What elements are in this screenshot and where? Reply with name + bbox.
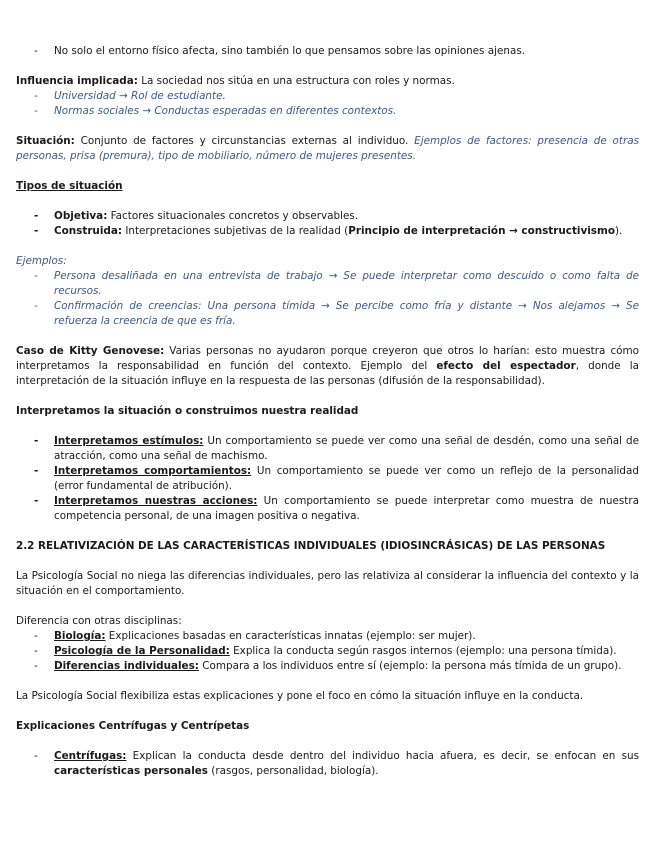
list-item <box>16 269 639 299</box>
situacion-examples: Ejemplos de factores: presencia de otras personas, prisa (premura), tipo de mobiliario, número de mujeres presentes. <box>16 135 640 162</box>
dash-bullet: - <box>34 660 38 672</box>
diferencias-label: Diferencias individuales: <box>54 660 199 672</box>
acciones-label: Interpretamos nuestras acciones: <box>54 495 258 507</box>
list-item <box>16 104 639 119</box>
ejemplo-2: Confirmación de creencias: Una persona tímida → Se percibe como fría y distante → Nos alejamos → Se refuerza la creencia de que es fría. <box>54 300 639 327</box>
situacion-label: Situación: <box>16 135 75 147</box>
influencia-paragraph <box>16 74 639 89</box>
tipos-heading <box>16 179 639 194</box>
centrifugas-label: Centrífugas: <box>54 750 127 762</box>
dash-bullet: - <box>34 270 38 282</box>
kitty-label: Caso de Kitty Genovese: <box>16 345 165 357</box>
kitty-paragraph <box>16 344 639 389</box>
influencia-label: Influencia implicada: <box>16 75 138 87</box>
dash-bullet: - <box>34 45 38 57</box>
personalidad-label: Psicología de la Personalidad: <box>54 645 230 657</box>
objetiva-label: Objetiva: <box>54 210 108 222</box>
list-item <box>16 659 639 674</box>
list-item <box>16 494 639 524</box>
comportamientos-text: Un comportamiento se puede ver como un reflejo de la personalidad (error fundamental de atribución). <box>54 465 639 492</box>
situacion-paragraph <box>16 134 639 164</box>
dash-bullet: - <box>34 90 38 102</box>
dash-bullet: - <box>34 210 39 222</box>
list-item <box>16 89 639 104</box>
intro-bullet-text: No solo el entorno físico afecta, sino también lo que pensamos sobre las opiniones ajenas. <box>54 45 526 57</box>
interpretamos-heading: Interpretamos la situación o construimos nuestra realidad <box>16 405 359 417</box>
biologia-text: Explicaciones basadas en características innatas (ejemplo: ser mujer). <box>105 630 476 642</box>
diferencia-intro: Diferencia con otras disciplinas: <box>16 615 182 627</box>
influencia-example-1: Universidad → Rol de estudiante. <box>54 90 226 102</box>
list-item <box>16 464 639 494</box>
dash-bullet: - <box>34 465 39 477</box>
psico-social-paragraph: La Psicología Social no niega las diferencias individuales, pero las relativiza al considerar la influencia del contexto y la situación en el comportamiento. <box>16 570 639 597</box>
construida-text: Interpretaciones subjetivas de la realidad ( <box>122 225 349 237</box>
list-item <box>16 434 639 464</box>
estimulos-label: Interpretamos estímulos: <box>54 435 204 447</box>
dash-bullet: - <box>34 225 39 237</box>
kitty-text: Varias personas no ayudaron porque creyeron que otros lo harían: esto muestra cómo interpretamos la responsabilidad en función del contexto. Ejemplo del <box>16 345 640 372</box>
centrifugas-text: Explican la conducta desde dentro del individuo hacia afuera, es decir, se enfocan en sus <box>126 750 639 762</box>
construida-bold: Principio de interpretación → constructivismo <box>348 225 615 237</box>
section-heading: 2.2 RELATIVIZACIÓN DE LAS CARACTERÍSTICAS INDIVIDUALES (IDIOSINCRÁSICAS) DE LAS PERSONAS <box>16 540 606 552</box>
objetiva-text: Factores situacionales concretos y observables. <box>107 210 359 222</box>
list-item <box>16 749 639 779</box>
list-item <box>16 299 639 329</box>
list-item <box>16 224 639 239</box>
list-item <box>16 644 639 659</box>
document-page <box>16 44 639 779</box>
list-item <box>16 209 639 224</box>
centrifugas-bold: características personales <box>54 765 208 777</box>
centrifugas-end: (rasgos, personalidad, biología). <box>208 765 379 777</box>
list-item <box>16 44 639 59</box>
influencia-example-2: Normas sociales → Conductas esperadas en diferentes contextos. <box>54 105 397 117</box>
dash-bullet: - <box>34 630 38 642</box>
tipos-heading-text: Tipos de situación <box>16 180 123 192</box>
dash-bullet: - <box>34 300 38 312</box>
list-item <box>16 629 639 644</box>
biologia-label: Biología: <box>54 630 106 642</box>
dash-bullet: - <box>34 645 38 657</box>
personalidad-text: Explica la conducta según rasgos internos (ejemplo: una persona tímida). <box>229 645 617 657</box>
dash-bullet: - <box>34 750 38 762</box>
construida-end: ). <box>614 225 623 237</box>
dash-bullet: - <box>34 495 39 507</box>
influencia-text: La sociedad nos sitúa en una estructura con roles y normas. <box>137 75 455 87</box>
construida-label: Construida: <box>54 225 123 237</box>
kitty-bold: efecto del espectador <box>436 360 576 372</box>
ejemplo-1: Persona desaliñada en una entrevista de trabajo → Se puede interpretar como descuido o como falta de recursos. <box>54 270 639 297</box>
flexibiliza-paragraph: La Psicología Social flexibiliza estas explicaciones y pone el foco en cómo la situación influye en la conducta. <box>16 690 584 702</box>
estimulos-text: Un comportamiento se puede ver como una señal de desdén, como una señal de atracción, como una señal de machismo. <box>54 435 639 462</box>
ejemplos-label: Ejemplos: <box>16 255 67 267</box>
comportamientos-label: Interpretamos comportamientos: <box>54 465 252 477</box>
dash-bullet: - <box>34 105 38 117</box>
explicaciones-heading: Explicaciones Centrífugas y Centrípetas <box>16 720 250 732</box>
kitty-end: , donde la interpretación de la situación influye en la respuesta de las personas (difusión de la responsabilidad). <box>16 360 640 387</box>
dash-bullet: - <box>34 435 39 447</box>
diferencias-text: Compara a los individuos entre sí (ejemplo: la persona más tímida de un grupo). <box>198 660 622 672</box>
acciones-text: Un comportamiento se puede interpretar como muestra de nuestra competencia personal, de una imagen positiva o negativa. <box>54 495 639 522</box>
situacion-text: Conjunto de factores y circunstancias externas al individuo. <box>74 135 415 147</box>
